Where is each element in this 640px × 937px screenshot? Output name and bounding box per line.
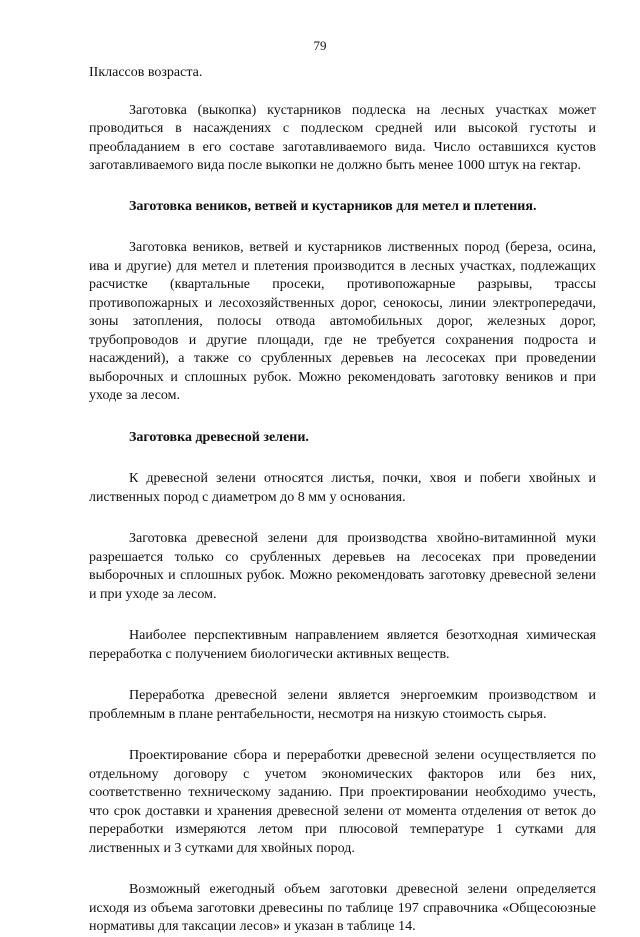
paragraph-greenery-flour: Заготовка древесной зелени для производства хвойно-витаминной муки разрешается только со срубленных деревьев на лесосеках при проведении выборочных и сплошных рубок. Можно рекомендовать заготовку древесной зелени и при уходе за лесом. [89,531,596,602]
paragraph-greenery-definition: К древесной зелени относятся листья, почки, хвоя и побеги хвойных и лиственных пород с диаметром до 8 мм у основания. [89,471,596,505]
paragraph-processing-profitability: Переработка древесной зелени является энергоемким производством и проблемным в плане рентабельности, несмотря на низкую стоимость сырья. [89,688,596,722]
section-heading-greenery: Заготовка древесной зелени. [129,429,309,445]
paragraph-continuation: IIклассов возраста. [89,65,203,80]
paragraph-processing-direction: Наиболее перспективным направлением является безотходная химическая переработка с получением биологически активных веществ. [89,628,596,662]
page-number: 79 [313,38,327,53]
section-heading-brooms: Заготовка веников, ветвей и кустарников для метел и плетения. [129,198,537,214]
paragraph-annual-volume: Возможный ежегодный объем заготовки древесной зелени определяется исходя из объема заготовки древесины по таблице 197 справочника «Общесоюзные нормативы для таксации лесов» и указан в таблице 14. [89,882,596,934]
page-content [89,64,596,937]
paragraph-shrub-harvesting: Заготовка (выкопка) кустарников подлеска на лесных участках может проводиться в насаждениях с подлеском средней или высокой густоты и преобладанием в его составе заготавливаемого вида. Число оставшихся кустов заготавливаемого вида после выкопки не должно быть менее 1000 штук на гектар. [89,102,596,173]
paragraph-brooms-harvesting: Заготовка веников, ветвей и кустарников лиственных пород (береза, осина, ива и другие) для метел и плетения производится в лесных участках, подлежащих расчистке (квартальные просеки, противопожарные разрывы, трассы противопожарных и лесохозяйственных дорог, сенокосы, линии электропередачи, зоны затопления, полосы отвода автомобильных дорог, железных дорог, трубопроводов и другие площади, где не требуется сохранения подроста и насаждений), а также со срубленных деревьев на лесосеках при проведении выборочных и сплошных рубок. Можно рекомендовать заготовку веников и при уходе за лесом. [89,240,596,403]
paragraph-design: Проектирование сбора и переработки древесной зелени осуществляется по отдельному договору с учетом экономических факторов или без них, соответственно техническому заданию. При проектировании необходимо учесть, что срок доставки и хранения древесной зелени от момента отделения от веток до переработки измеряются летом при плюсовой температуре 1 сутками для лиственных и 3 сутками для хвойных пород. [89,748,596,856]
